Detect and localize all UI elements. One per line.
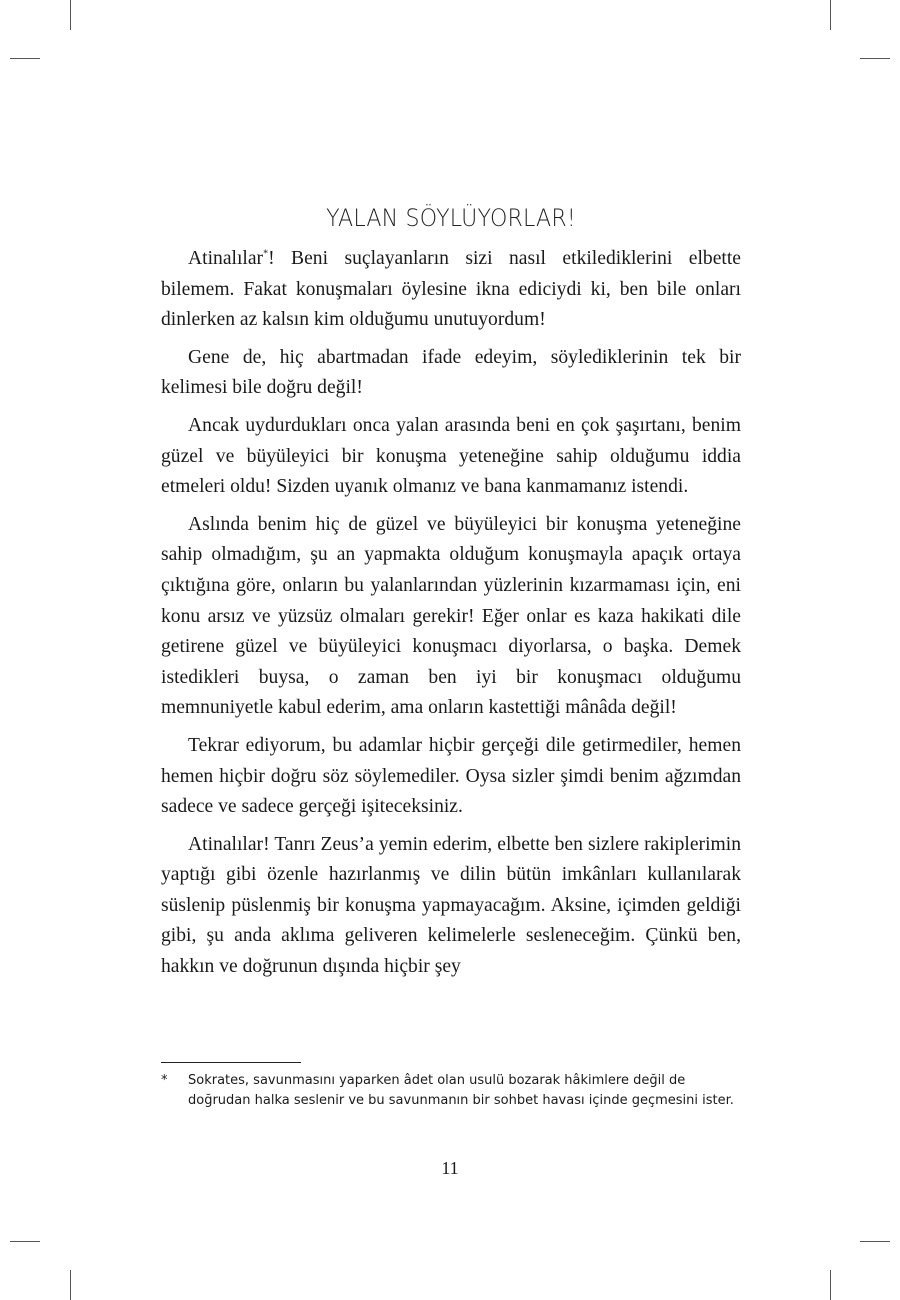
crop-mark-right-top xyxy=(860,58,890,59)
crop-mark-bottom-left xyxy=(70,1270,71,1300)
chapter-title: YALAN SÖYLÜYORLAR! xyxy=(326,204,576,232)
footnote-divider xyxy=(161,1062,301,1063)
footnote-mark: * xyxy=(161,1073,168,1088)
footnote xyxy=(161,1071,741,1110)
paragraph xyxy=(161,343,741,404)
paragraph-text: Atinalılar! Tanrı Zeus’a yemin ederim, elbette ben sizlere rakiplerimin yaptığı gibi özenle hazırlanmış ve dilin bütün imkânları kullanılarak süslenip püslenmiş bir konuşma yapmayacağım. Aksine, içimden geldiği gibi, şu anda aklıma geliveren kelimelerle sesleneceğim. Çünkü ben, hakkın ve doğrunun dışında hiçbir şey xyxy=(161,833,741,978)
paragraph xyxy=(161,830,741,983)
crop-mark-right-bottom xyxy=(860,1241,890,1242)
paragraph xyxy=(161,411,741,503)
paragraph-text: Aslında benim hiç de güzel ve büyüleyici bir konuşma yeteneğine sahip olmadığım, şu an yapmakta olduğum konuşmayla apaçık ortaya çıktığına göre, onların bu yalanlarından yüzlerinin kızarmaması için, eni konu arsız ve yüzsüz olmaları gerekir! Eğer onlar es kaza hakikati dile getirene güzel ve büyüleyici konuşmacı diyorlarsa, o başka. Demek istedikleri buysa, o zaman ben iyi bir konuşmacı olduğumu memnuniyetle kabul ederim, ama onların kastettiği mânâda değil! xyxy=(161,513,741,719)
paragraph-text: Ancak uydurdukları onca yalan arasında beni en çok şaşırtanı, benim güzel ve büyüleyici bir konuşma yeteneğine sahip olduğumu iddia etmeleri oldu! Sizden uyanık olmanız ve bana kanmamanız istendi. xyxy=(161,414,741,498)
crop-mark-bottom-right xyxy=(830,1270,831,1300)
crop-mark-left-top xyxy=(10,58,40,59)
paragraph-text: Tekrar ediyorum, bu adamlar hiçbir gerçeği dile getirmediler, hemen hemen hiçbir doğru söz söylemediler. Oysa sizler şimdi benim ağzımdan sadece ve sadece gerçeği işiteceksiniz. xyxy=(161,734,741,818)
paragraph-lead: Atinalılar xyxy=(188,248,264,269)
page-number: 11 xyxy=(441,1158,459,1178)
page-body xyxy=(161,204,741,990)
crop-mark-top-right xyxy=(830,0,831,30)
footnote-reference[interactable]: * xyxy=(263,248,269,260)
paragraph xyxy=(161,244,741,336)
footnote-text: Sokrates, savunmasını yaparken âdet olan usulü bozarak hâkimlere değil de doğrudan halka seslenir ve bu savunmanın bir sohbet havası içinde geçmesini ister. xyxy=(188,1073,734,1108)
paragraph-text: Gene de, hiç abartmadan ifade edeyim, söylediklerinin tek bir kelimesi bile doğru değil! xyxy=(161,346,741,399)
crop-mark-left-bottom xyxy=(10,1241,40,1242)
paragraph xyxy=(161,510,741,724)
paragraph-text: ! Beni suçlayanların sizi nasıl etkilediklerini elbette bilemem. Fakat konuşmaları öylesine ikna ediciydi ki, ben bile onları dinlerken az kalsın kim olduğumu unutuyordum! xyxy=(161,248,741,331)
crop-mark-top-left xyxy=(70,0,71,30)
paragraph xyxy=(161,731,741,823)
